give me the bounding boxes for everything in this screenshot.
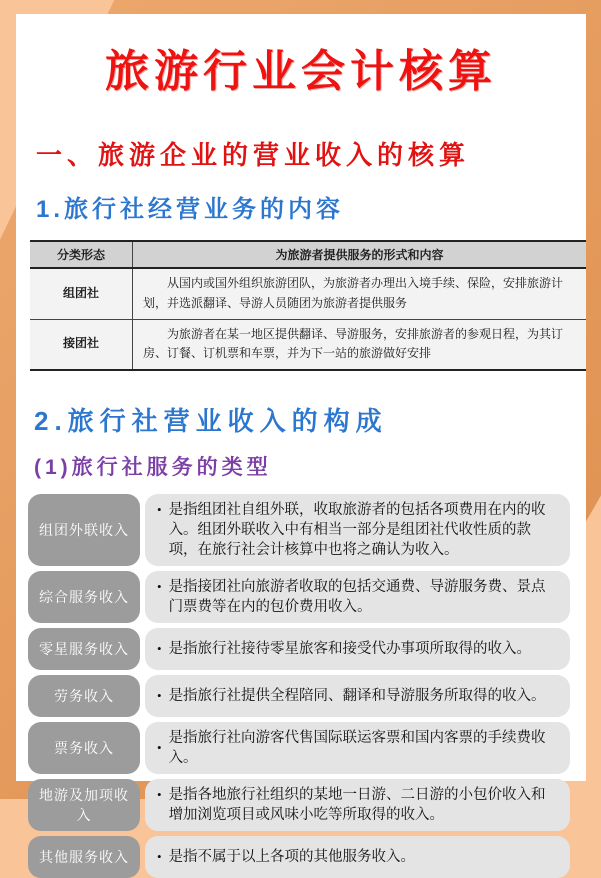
table-row-content: 从国内或国外组织旅游团队，为旅游者办理出入境手续、保险，安排旅游计划，并选派翻译、导游人员随团为旅游者提供服务 xyxy=(133,268,587,319)
income-desc xyxy=(145,494,570,566)
income-row-comprehensive-service xyxy=(28,571,570,623)
section-heading-operating-revenue: 一、旅游企业的营业收入的核算 xyxy=(36,140,471,170)
content-card xyxy=(16,14,586,866)
bullet-icon: • xyxy=(157,641,162,657)
bullet-icon: • xyxy=(157,849,162,865)
income-row-other-service xyxy=(28,836,570,878)
page-title: 旅游行业会计核算 xyxy=(105,47,497,96)
income-desc-text: 是指不属于以上各项的其他服务收入。 xyxy=(168,849,416,866)
income-desc xyxy=(145,836,570,878)
income-desc xyxy=(145,571,570,623)
subsection-heading-agency-business: 1.旅行社经营业务的内容 xyxy=(36,196,345,223)
table-row-organizing-agency xyxy=(30,268,586,319)
services-table xyxy=(30,240,586,371)
table-row-receiving-agency xyxy=(30,319,586,370)
income-label: 劳务收入 xyxy=(28,675,140,717)
income-desc xyxy=(145,675,570,717)
income-desc xyxy=(145,722,570,774)
income-desc-text: 是指旅行社接待零星旅客和接受代办事项所取得的收入。 xyxy=(168,641,532,658)
income-desc-text: 是指旅行社提供全程陪同、翻译和导游服务所取得的收入。 xyxy=(168,688,546,705)
subsection-heading-revenue-composition: 2.旅行社营业收入的构成 xyxy=(34,406,388,437)
table-row-label: 组团社 xyxy=(30,268,133,319)
income-label: 其他服务收入 xyxy=(28,836,140,878)
income-desc-text: 是指各地旅行社组织的某地一日游、二日游的小包价收入和增加浏览项目或风味小吃等所取得的收入。 xyxy=(168,787,546,824)
income-desc xyxy=(145,779,570,831)
income-label: 地游及加项收入 xyxy=(28,779,140,831)
bullet-icon: • xyxy=(157,688,162,704)
income-desc-text: 是指接团社向旅游者收取的包括交通费、导游服务费、景点门票费等在内的包价费用收入。 xyxy=(168,579,546,616)
income-row-local-tour-addon xyxy=(28,779,570,831)
income-desc xyxy=(145,628,570,670)
income-type-list xyxy=(28,494,570,878)
income-row-ticketing xyxy=(28,722,570,774)
income-label: 组团外联收入 xyxy=(28,494,140,566)
bullet-icon: • xyxy=(157,502,162,518)
income-desc-text: 是指旅行社向游客代售国际联运客票和国内客票的手续费收入。 xyxy=(168,730,546,767)
income-row-group-external xyxy=(28,494,570,566)
income-label: 零星服务收入 xyxy=(28,628,140,670)
table-row-content: 为旅游者在某一地区提供翻译、导游服务，安排旅游者的参观日程，为其订房、订餐、订机票和车票，并为下一站的旅游做好安排 xyxy=(133,319,587,370)
table-header-category: 分类形态 xyxy=(30,241,133,268)
income-row-misc-service xyxy=(28,628,570,670)
income-desc-text: 是指组团社自组外联，收取旅游者的包括各项费用在内的收入。组团外联收入中有相当一部分是组团社代收性质的款项，在旅行社会计核算中也将之确认为收入。 xyxy=(168,502,546,559)
income-label: 综合服务收入 xyxy=(28,571,140,623)
income-row-labor xyxy=(28,675,570,717)
income-label: 票务收入 xyxy=(28,722,140,774)
subsection-heading-service-types: (1)旅行社服务的类型 xyxy=(34,456,272,480)
table-header-row xyxy=(30,241,586,268)
table-row-label: 接团社 xyxy=(30,319,133,370)
table-header-service-content: 为旅游者提供服务的形式和内容 xyxy=(133,241,587,268)
bullet-icon: • xyxy=(157,787,162,803)
bullet-icon: • xyxy=(157,579,162,595)
bullet-icon: • xyxy=(157,740,162,756)
